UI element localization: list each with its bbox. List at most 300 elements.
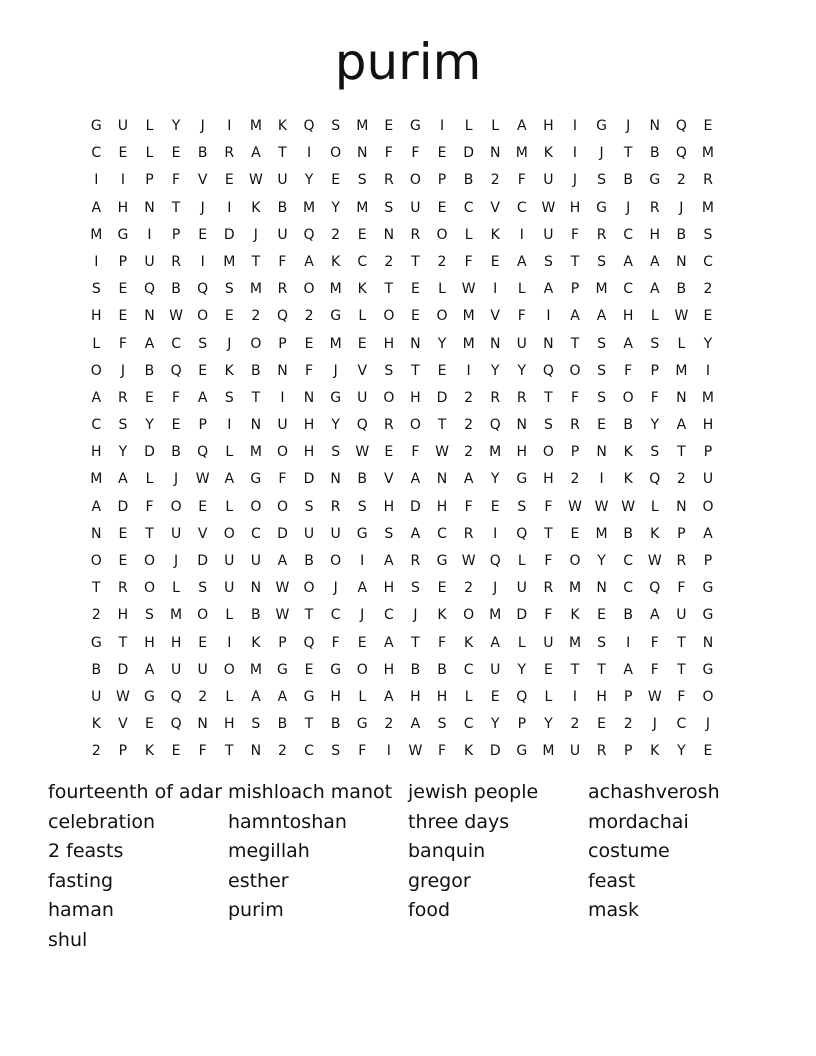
grid-letter: E bbox=[703, 308, 713, 325]
grid-letter: F bbox=[145, 498, 154, 515]
grid-letter: U bbox=[91, 688, 102, 705]
grid-letter: M bbox=[249, 661, 262, 678]
grid-letter: W bbox=[541, 199, 556, 216]
grid-letter: Y bbox=[331, 417, 340, 434]
grid-letter: M bbox=[701, 389, 714, 406]
grid-letter: F bbox=[570, 389, 580, 406]
grid-letter: Q bbox=[197, 444, 209, 461]
grid-letter: A bbox=[649, 253, 660, 270]
grid-letter: W bbox=[674, 308, 689, 325]
grid-letter: S bbox=[384, 362, 394, 379]
word-list-item: achashverosh bbox=[588, 781, 720, 803]
grid-letter: P bbox=[570, 444, 580, 461]
word-list-item: mishloach manot bbox=[228, 781, 393, 803]
grid-letter: R bbox=[596, 226, 607, 243]
grid-letter: Y bbox=[437, 335, 447, 352]
grid-letter: M bbox=[329, 281, 342, 298]
grid-letter: U bbox=[277, 172, 288, 189]
grid-letter: Q bbox=[649, 471, 661, 488]
word-column bbox=[408, 778, 588, 926]
grid-letter: Y bbox=[517, 661, 527, 678]
grid-letter: Q bbox=[276, 308, 288, 325]
grid-letter: I bbox=[519, 226, 524, 243]
grid-letter: Y bbox=[677, 743, 686, 760]
grid-letter: J bbox=[626, 199, 631, 216]
grid-letter: S bbox=[517, 498, 527, 515]
grid-letter: B bbox=[171, 281, 181, 298]
grid-letter: R bbox=[410, 226, 421, 243]
grid-letter: Q bbox=[516, 688, 528, 705]
grid-letter: V bbox=[197, 525, 208, 542]
grid-letter: P bbox=[171, 226, 181, 243]
grid-row bbox=[83, 575, 721, 602]
grid-letter: N bbox=[144, 199, 155, 216]
grid-letter: N bbox=[356, 145, 368, 162]
grid-letter: R bbox=[516, 389, 527, 406]
grid-letter: W bbox=[435, 444, 449, 461]
grid-letter: H bbox=[91, 444, 102, 461]
grid-row bbox=[83, 521, 721, 548]
grid-letter: L bbox=[358, 688, 367, 705]
grid-letter: U bbox=[702, 471, 714, 488]
grid-row bbox=[83, 412, 721, 439]
grid-letter: J bbox=[413, 607, 418, 624]
grid-letter: L bbox=[677, 335, 686, 352]
grid-letter: U bbox=[303, 525, 315, 542]
grid-letter: L bbox=[464, 688, 473, 705]
grid-letter: N bbox=[543, 335, 554, 352]
grid-letter: S bbox=[597, 253, 607, 270]
word-column bbox=[228, 778, 408, 926]
grid-letter: O bbox=[702, 498, 714, 515]
grid-letter: T bbox=[171, 199, 181, 216]
grid-letter: O bbox=[170, 498, 182, 515]
grid-letter: F bbox=[278, 471, 287, 488]
grid-letter: T bbox=[677, 444, 686, 461]
grid-letter: A bbox=[91, 389, 102, 406]
grid-letter: P bbox=[198, 417, 207, 434]
grid-letter: S bbox=[304, 498, 314, 515]
grid-letter: S bbox=[91, 281, 101, 298]
word-column bbox=[48, 778, 228, 956]
grid-letter: I bbox=[599, 471, 604, 488]
grid-letter: J bbox=[493, 580, 498, 597]
grid-letter: A bbox=[304, 253, 314, 270]
grid-letter: F bbox=[650, 661, 659, 678]
grid-letter: R bbox=[277, 281, 288, 298]
grid-letter: C bbox=[703, 253, 713, 270]
grid-letter: I bbox=[386, 743, 391, 760]
grid-letter: V bbox=[384, 471, 394, 488]
grid-letter: N bbox=[383, 226, 395, 243]
grid-letter: H bbox=[543, 118, 554, 134]
grid-letter: L bbox=[491, 118, 500, 134]
grid-letter: A bbox=[118, 471, 128, 488]
grid-letter: T bbox=[411, 362, 420, 379]
grid-letter: A bbox=[277, 688, 288, 705]
grid-letter: H bbox=[330, 688, 341, 705]
grid-row bbox=[83, 494, 721, 521]
grid-letter: T bbox=[623, 145, 633, 162]
grid-letter: I bbox=[280, 389, 285, 406]
word-list-item: celebration bbox=[48, 810, 156, 833]
grid-letter: E bbox=[118, 525, 128, 542]
grid-letter: F bbox=[650, 389, 659, 406]
grid-letter: R bbox=[383, 417, 394, 434]
grid-letter: N bbox=[197, 716, 208, 733]
grid-letter: S bbox=[357, 172, 367, 189]
grid-letter: I bbox=[147, 226, 152, 243]
grid-letter: T bbox=[597, 661, 606, 678]
grid-letter: P bbox=[278, 335, 287, 352]
grid-letter: O bbox=[250, 498, 262, 515]
grid-letter: N bbox=[516, 417, 528, 434]
grid-letter: A bbox=[703, 525, 713, 542]
grid-letter: C bbox=[516, 199, 527, 216]
grid-letter: J bbox=[120, 362, 125, 379]
grid-letter: E bbox=[171, 145, 181, 162]
grid-letter: F bbox=[172, 172, 181, 189]
grid-letter: H bbox=[516, 444, 528, 461]
grid-letter: H bbox=[170, 634, 182, 651]
grid-letter: K bbox=[623, 444, 633, 461]
grid-letter: 2 bbox=[331, 226, 341, 243]
grid-letter: C bbox=[676, 716, 687, 733]
grid-letter: U bbox=[569, 743, 581, 760]
grid-letter: I bbox=[94, 172, 99, 189]
grid-letter: A bbox=[623, 335, 633, 352]
grid-letter: Y bbox=[544, 716, 553, 733]
grid-letter: Q bbox=[170, 688, 182, 705]
grid-letter: T bbox=[437, 417, 447, 434]
grid-letter: K bbox=[650, 743, 660, 760]
grid-row bbox=[83, 222, 721, 249]
grid-letter: F bbox=[517, 172, 526, 189]
grid-letter: U bbox=[330, 525, 341, 542]
grid-letter: D bbox=[489, 743, 501, 760]
grid-letter: W bbox=[594, 498, 609, 515]
grid-letter: G bbox=[250, 471, 262, 488]
grid-letter: E bbox=[198, 226, 208, 243]
grid-letter: Y bbox=[650, 417, 660, 434]
grid-letter: C bbox=[623, 281, 634, 298]
grid-letter: M bbox=[462, 335, 475, 352]
grid-letter: F bbox=[411, 444, 420, 461]
grid-letter: H bbox=[383, 335, 395, 352]
grid-letter: E bbox=[145, 716, 154, 733]
grid-letter: M bbox=[701, 199, 714, 216]
grid-letter: S bbox=[331, 444, 341, 461]
grid-letter: K bbox=[570, 607, 580, 624]
grid-letter: D bbox=[117, 498, 129, 515]
grid-letter: O bbox=[276, 444, 288, 461]
grid-letter: H bbox=[596, 688, 607, 705]
grid-letter: 2 bbox=[570, 716, 580, 733]
grid-letter: R bbox=[330, 498, 341, 515]
grid-row bbox=[83, 113, 721, 140]
grid-letter: S bbox=[331, 743, 341, 760]
grid-letter: I bbox=[572, 145, 578, 162]
grid-letter: H bbox=[383, 580, 395, 597]
grid-row bbox=[83, 602, 721, 629]
grid-letter: N bbox=[250, 580, 262, 597]
grid-letter: J bbox=[174, 553, 179, 569]
grid-letter: S bbox=[703, 226, 713, 243]
grid-letter: I bbox=[439, 118, 445, 134]
grid-letter: E bbox=[410, 308, 420, 325]
grid-letter: A bbox=[596, 308, 607, 325]
grid-letter: F bbox=[411, 145, 420, 162]
grid-letter: L bbox=[464, 118, 473, 134]
grid-letter: K bbox=[650, 525, 660, 542]
grid-letter: S bbox=[597, 335, 607, 352]
grid-letter: D bbox=[144, 444, 155, 461]
grid-letter: T bbox=[118, 634, 128, 651]
grid-letter: O bbox=[223, 525, 235, 542]
grid-letter: W bbox=[275, 580, 290, 597]
grid-letter: O bbox=[569, 553, 581, 569]
grid-letter: L bbox=[225, 607, 234, 624]
grid-letter: F bbox=[278, 253, 287, 270]
word-list-item: three days bbox=[408, 810, 510, 833]
grid-letter: G bbox=[330, 308, 342, 325]
grid-letter: Y bbox=[703, 335, 713, 352]
grid-letter: B bbox=[251, 607, 261, 624]
grid-letter: E bbox=[357, 335, 367, 352]
grid-letter: E bbox=[437, 580, 447, 597]
grid-letter: A bbox=[649, 607, 660, 624]
grid-letter: G bbox=[117, 226, 129, 243]
grid-letter: H bbox=[303, 417, 315, 434]
grid-letter: J bbox=[572, 172, 578, 189]
grid-letter: G bbox=[356, 716, 368, 733]
grid-letter: O bbox=[569, 362, 581, 379]
grid-letter: G bbox=[330, 661, 342, 678]
grid-letter: S bbox=[357, 498, 367, 515]
grid-letter: M bbox=[568, 580, 582, 597]
grid-letter: S bbox=[597, 389, 607, 406]
grid-letter: I bbox=[200, 253, 205, 270]
grid-letter: J bbox=[626, 118, 631, 134]
grid-letter: J bbox=[333, 580, 338, 597]
grid-letter: 2 bbox=[676, 471, 686, 488]
grid-letter: N bbox=[436, 471, 448, 488]
grid-letter: W bbox=[355, 444, 370, 461]
grid-letter: G bbox=[596, 199, 607, 216]
grid-letter: 2 bbox=[464, 389, 474, 406]
grid-letter: S bbox=[597, 362, 607, 379]
word-list-item: gregor bbox=[408, 869, 471, 892]
grid-letter: M bbox=[329, 335, 342, 352]
grid-letter: M bbox=[303, 199, 316, 216]
grid-letter: R bbox=[649, 199, 660, 216]
grid-letter: F bbox=[198, 743, 207, 760]
grid-letter: W bbox=[461, 553, 476, 569]
grid-letter: F bbox=[517, 308, 526, 325]
grid-letter: T bbox=[251, 389, 261, 406]
grid-letter: T bbox=[544, 389, 553, 406]
grid-letter: P bbox=[118, 743, 128, 760]
grid-letter: H bbox=[383, 661, 395, 678]
grid-letter: T bbox=[570, 253, 580, 270]
word-list-item: jewish people bbox=[408, 781, 539, 803]
grid-letter: M bbox=[489, 607, 502, 624]
grid-letter: B bbox=[197, 145, 208, 162]
grid-letter: R bbox=[596, 743, 607, 760]
grid-letter: N bbox=[303, 389, 315, 406]
grid-letter: U bbox=[170, 661, 182, 678]
grid-letter: P bbox=[437, 172, 447, 189]
grid-letter: P bbox=[623, 688, 633, 705]
grid-letter: P bbox=[703, 553, 713, 569]
grid-letter: K bbox=[490, 226, 500, 243]
grid-letter: M bbox=[90, 226, 103, 243]
grid-letter: J bbox=[679, 199, 684, 216]
grid-letter: O bbox=[90, 362, 102, 379]
grid-letter: 2 bbox=[384, 716, 394, 733]
grid-letter: M bbox=[462, 308, 475, 325]
grid-letter: A bbox=[384, 553, 394, 569]
grid-letter: W bbox=[568, 498, 582, 515]
grid-letter: E bbox=[703, 118, 713, 134]
grid-letter: O bbox=[409, 172, 421, 189]
grid-letter: D bbox=[277, 525, 288, 542]
grid-letter: D bbox=[303, 471, 315, 488]
grid-letter: B bbox=[144, 362, 155, 379]
grid-letter: J bbox=[705, 716, 711, 733]
grid-letter: O bbox=[409, 417, 421, 434]
grid-letter: V bbox=[197, 172, 208, 189]
grid-letter: R bbox=[383, 172, 394, 189]
grid-letter: C bbox=[623, 226, 634, 243]
grid-letter: N bbox=[144, 308, 155, 325]
grid-letter: S bbox=[597, 172, 607, 189]
grid-letter: E bbox=[198, 362, 208, 379]
grid-letter: I bbox=[227, 417, 232, 434]
grid-letter: T bbox=[677, 661, 686, 678]
grid-letter: G bbox=[436, 553, 448, 569]
grid-letter: M bbox=[701, 145, 714, 162]
grid-letter: C bbox=[357, 253, 368, 270]
grid-letter: G bbox=[90, 634, 102, 651]
grid-letter: D bbox=[410, 498, 421, 515]
grid-letter: G bbox=[330, 389, 342, 406]
grid-letter: E bbox=[224, 172, 234, 189]
grid-row bbox=[83, 140, 721, 167]
grid-letter: B bbox=[623, 172, 633, 189]
grid-letter: D bbox=[117, 661, 129, 678]
grid-letter: H bbox=[303, 444, 315, 461]
grid-letter: H bbox=[144, 634, 155, 651]
grid-letter: N bbox=[596, 444, 607, 461]
grid-letter: P bbox=[703, 444, 713, 461]
grid-letter: T bbox=[278, 145, 287, 162]
grid-letter: S bbox=[118, 417, 128, 434]
grid-letter: K bbox=[437, 607, 447, 624]
grid-letter: 2 bbox=[251, 308, 261, 325]
grid-letter: E bbox=[118, 553, 128, 569]
grid-letter: H bbox=[410, 688, 421, 705]
grid-letter: Q bbox=[303, 226, 315, 243]
grid-letter: B bbox=[277, 716, 288, 733]
grid-letter: Q bbox=[675, 145, 687, 162]
grid-letter: Y bbox=[597, 553, 606, 569]
grid-letter: Q bbox=[489, 417, 501, 434]
grid-letter: I bbox=[626, 634, 631, 651]
grid-letter: J bbox=[599, 145, 604, 162]
grid-letter: G bbox=[144, 688, 155, 705]
grid-letter: 2 bbox=[676, 172, 686, 189]
grid-letter: Q bbox=[542, 362, 554, 379]
grid-letter: H bbox=[436, 498, 448, 515]
grid-letter: S bbox=[224, 281, 234, 298]
grid-row bbox=[83, 738, 721, 765]
grid-letter: U bbox=[170, 525, 182, 542]
grid-letter: K bbox=[91, 716, 101, 733]
grid-letter: Y bbox=[145, 417, 154, 434]
grid-letter: I bbox=[493, 281, 498, 298]
grid-letter: R bbox=[570, 417, 580, 434]
word-list-item: purim bbox=[228, 899, 284, 922]
grid-letter: F bbox=[624, 362, 633, 379]
grid-letter: N bbox=[277, 362, 288, 379]
grid-letter: H bbox=[410, 389, 421, 406]
grid-letter: R bbox=[463, 525, 474, 542]
grid-letter: S bbox=[543, 253, 553, 270]
grid-letter: O bbox=[276, 498, 288, 515]
grid-letter: E bbox=[437, 362, 447, 379]
grid-letter: V bbox=[490, 308, 500, 325]
grid-letter: K bbox=[623, 471, 633, 488]
grid-letter: A bbox=[384, 634, 394, 651]
grid-letter: A bbox=[570, 308, 580, 325]
grid-letter: K bbox=[277, 118, 288, 134]
grid-letter: K bbox=[464, 743, 474, 760]
grid-letter: O bbox=[250, 335, 262, 352]
grid-letter: B bbox=[623, 525, 633, 542]
grid-letter: T bbox=[411, 253, 420, 270]
word-list-item: costume bbox=[588, 840, 670, 863]
grid-letter: B bbox=[357, 471, 368, 488]
grid-letter: U bbox=[250, 553, 261, 569]
grid-letter: C bbox=[463, 661, 474, 678]
grid-letter: N bbox=[676, 498, 687, 515]
grid-letter: M bbox=[249, 118, 262, 134]
grid-letter: I bbox=[546, 308, 551, 325]
grid-letter: U bbox=[490, 661, 501, 678]
grid-letter: R bbox=[224, 145, 235, 162]
grid-letter: Q bbox=[649, 580, 661, 597]
grid-letter: N bbox=[676, 253, 687, 270]
grid-letter: 2 bbox=[703, 281, 713, 298]
grid-letter: A bbox=[144, 335, 155, 352]
grid-letter: E bbox=[331, 172, 341, 189]
word-list-item: esther bbox=[228, 869, 289, 892]
grid-letter: K bbox=[251, 634, 261, 651]
grid-letter: M bbox=[489, 444, 502, 461]
grid-letter: L bbox=[225, 688, 234, 705]
grid-letter: P bbox=[118, 253, 128, 270]
grid-row bbox=[83, 331, 721, 358]
grid-letter: S bbox=[384, 525, 394, 542]
grid-letter: K bbox=[331, 253, 341, 270]
grid-letter: R bbox=[118, 580, 128, 597]
grid-letter: E bbox=[570, 525, 580, 542]
grid-letter: F bbox=[544, 607, 553, 624]
grid-letter: N bbox=[250, 743, 262, 760]
grid-letter: O bbox=[143, 553, 155, 569]
grid-letter: M bbox=[356, 199, 369, 216]
